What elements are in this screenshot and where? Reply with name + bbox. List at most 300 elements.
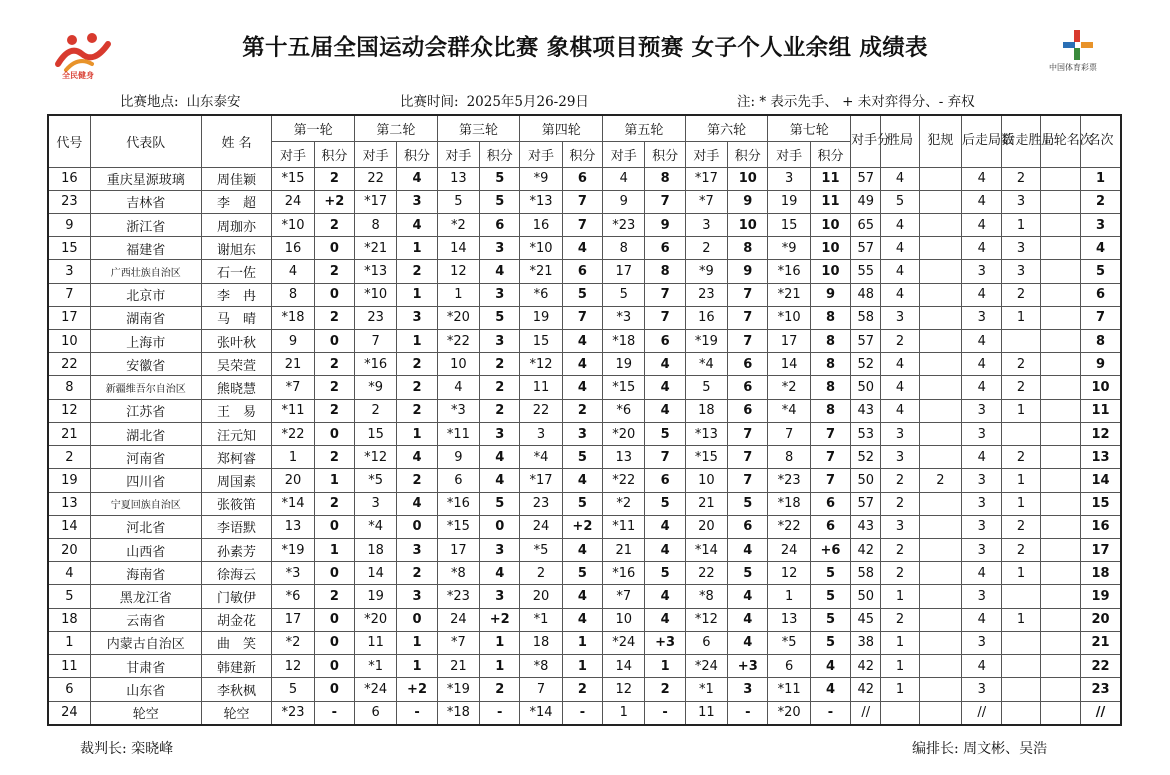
fouls-cell <box>919 446 961 469</box>
opponent-cell: 2 <box>355 399 397 422</box>
second-wins-cell <box>1002 330 1040 353</box>
col-second-count: 后走局数 <box>962 115 1002 167</box>
opp-score-cell: 43 <box>851 515 881 538</box>
points-cell: 2 <box>314 260 354 283</box>
opponent-cell: 13 <box>603 446 645 469</box>
second-wins-cell: 3 <box>1002 237 1040 260</box>
col-opponent: 对手 <box>437 141 479 167</box>
prev-rank-cell <box>1040 330 1080 353</box>
opponent-cell: 13 <box>768 608 810 631</box>
points-cell: 7 <box>810 469 850 492</box>
opponent-cell: *12 <box>685 608 727 631</box>
points-cell: +2 <box>480 608 520 631</box>
points-cell: 4 <box>645 376 685 399</box>
opponent-cell: 22 <box>355 167 397 190</box>
opponent-cell: 24 <box>768 539 810 562</box>
player-code: 12 <box>48 399 90 422</box>
opponent-cell: *11 <box>768 678 810 701</box>
points-cell: 1 <box>397 631 437 654</box>
points-cell: 7 <box>810 446 850 469</box>
second-count-cell: 3 <box>962 678 1002 701</box>
wins-cell: 3 <box>881 446 919 469</box>
points-cell: 0 <box>314 422 354 445</box>
opponent-cell: *3 <box>603 306 645 329</box>
points-cell: 11 <box>810 167 850 190</box>
opponent-cell: *10 <box>272 213 314 236</box>
points-cell: 4 <box>562 608 602 631</box>
wins-cell: 2 <box>881 539 919 562</box>
points-cell: 7 <box>562 213 602 236</box>
opponent-cell: 16 <box>520 213 562 236</box>
second-count-cell: 3 <box>962 585 1002 608</box>
opponent-cell: *14 <box>272 492 314 515</box>
points-cell: 2 <box>397 376 437 399</box>
points-cell: 4 <box>480 562 520 585</box>
opponent-cell: 7 <box>520 678 562 701</box>
wins-cell: 2 <box>881 492 919 515</box>
opponent-cell: 22 <box>685 562 727 585</box>
points-cell: 1 <box>314 469 354 492</box>
second-count-cell: 4 <box>962 376 1002 399</box>
team-cell: 新疆维吾尔自治区 <box>90 376 201 399</box>
points-cell: 5 <box>562 283 602 306</box>
opp-score-cell: 52 <box>851 446 881 469</box>
fouls-cell <box>919 213 961 236</box>
second-count-cell: 4 <box>962 213 1002 236</box>
rank-cell: 7 <box>1081 306 1121 329</box>
points-cell: 3 <box>480 422 520 445</box>
opponent-cell: 24 <box>520 515 562 538</box>
col-round-3: 第三轮 <box>437 115 520 141</box>
second-wins-cell: 2 <box>1002 353 1040 376</box>
opponent-cell: *10 <box>520 237 562 260</box>
opponent-cell: *2 <box>603 492 645 515</box>
points-cell: 3 <box>397 190 437 213</box>
col-second-wins: 后走胜局 <box>1002 115 1040 167</box>
second-count-cell: 3 <box>962 515 1002 538</box>
team-cell: 河北省 <box>90 515 201 538</box>
points-cell: 3 <box>397 539 437 562</box>
points-cell: 1 <box>314 539 354 562</box>
points-cell: 5 <box>480 190 520 213</box>
col-opponent: 对手 <box>685 141 727 167</box>
prev-rank-cell <box>1040 631 1080 654</box>
opponent-cell: *17 <box>685 167 727 190</box>
wins-cell: 4 <box>881 399 919 422</box>
points-cell: 7 <box>645 446 685 469</box>
points-cell: - <box>480 701 520 725</box>
points-cell: 5 <box>810 608 850 631</box>
col-round-2: 第二轮 <box>355 115 438 141</box>
opponent-cell: 23 <box>685 283 727 306</box>
second-count-cell: 4 <box>962 330 1002 353</box>
points-cell: 4 <box>480 260 520 283</box>
opponent-cell: 8 <box>603 237 645 260</box>
points-cell: 2 <box>397 469 437 492</box>
opponent-cell: *7 <box>272 376 314 399</box>
opponent-cell: *22 <box>272 422 314 445</box>
team-cell: 吉林省 <box>90 190 201 213</box>
fouls-cell <box>919 190 961 213</box>
prev-rank-cell <box>1040 585 1080 608</box>
opponent-cell: 19 <box>768 190 810 213</box>
venue-value: 山东泰安 <box>186 94 241 110</box>
points-cell: 8 <box>810 399 850 422</box>
points-cell: 9 <box>728 190 768 213</box>
points-cell: 2 <box>480 399 520 422</box>
col-points: 积分 <box>645 141 685 167</box>
player-code: 14 <box>48 515 90 538</box>
player-name: 马 晴 <box>201 306 272 329</box>
points-cell: 4 <box>645 539 685 562</box>
points-cell: 2 <box>314 399 354 422</box>
fouls-cell: 2 <box>919 469 961 492</box>
opponent-cell: 4 <box>603 167 645 190</box>
opponent-cell: *21 <box>768 283 810 306</box>
table-row <box>48 260 1121 283</box>
player-name: 石一佐 <box>201 260 272 283</box>
prev-rank-cell <box>1040 353 1080 376</box>
second-wins-cell <box>1002 585 1040 608</box>
points-cell: 6 <box>728 353 768 376</box>
points-cell: 0 <box>314 562 354 585</box>
opponent-cell: 10 <box>437 353 479 376</box>
points-cell: 3 <box>728 678 768 701</box>
points-cell: 2 <box>314 213 354 236</box>
table-row <box>48 492 1121 515</box>
wins-cell: 4 <box>881 376 919 399</box>
rank-cell: 2 <box>1081 190 1121 213</box>
second-wins-cell: 1 <box>1002 492 1040 515</box>
opponent-cell: *21 <box>520 260 562 283</box>
points-cell: 7 <box>728 422 768 445</box>
opponent-cell: *6 <box>520 283 562 306</box>
player-name: 张筱笛 <box>201 492 272 515</box>
player-name: 周佳颖 <box>201 167 272 190</box>
points-cell: 2 <box>314 167 354 190</box>
prev-rank-cell <box>1040 213 1080 236</box>
opponent-cell: 4 <box>437 376 479 399</box>
team-cell: 云南省 <box>90 608 201 631</box>
opponent-cell: 2 <box>685 237 727 260</box>
opp-score-cell: 57 <box>851 237 881 260</box>
opponent-cell: 8 <box>355 213 397 236</box>
opponent-cell: 1 <box>603 701 645 725</box>
table-row <box>48 330 1121 353</box>
points-cell: - <box>728 701 768 725</box>
wins-cell: 3 <box>881 306 919 329</box>
opp-score-cell: 57 <box>851 330 881 353</box>
player-name: 周国素 <box>201 469 272 492</box>
team-cell: 安徽省 <box>90 353 201 376</box>
opp-score-cell: 58 <box>851 562 881 585</box>
points-cell: 7 <box>562 306 602 329</box>
points-cell: 3 <box>480 283 520 306</box>
table-row <box>48 562 1121 585</box>
opponent-cell: *2 <box>437 213 479 236</box>
opponent-cell: 9 <box>437 446 479 469</box>
opponent-cell: *16 <box>768 260 810 283</box>
opponent-cell: *18 <box>437 701 479 725</box>
second-count-cell: 4 <box>962 446 1002 469</box>
prev-rank-cell <box>1040 260 1080 283</box>
second-wins-cell: 1 <box>1002 213 1040 236</box>
points-cell: 0 <box>314 678 354 701</box>
opponent-cell: *9 <box>520 167 562 190</box>
team-cell: 轮空 <box>90 701 201 725</box>
points-cell: 4 <box>397 492 437 515</box>
table-row <box>48 539 1121 562</box>
second-count-cell: 4 <box>962 190 1002 213</box>
opponent-cell: *13 <box>355 260 397 283</box>
col-opponent: 对手 <box>768 141 810 167</box>
points-cell: 7 <box>728 469 768 492</box>
second-wins-cell <box>1002 655 1040 678</box>
points-cell: 0 <box>397 515 437 538</box>
points-cell: 1 <box>397 283 437 306</box>
team-cell: 山西省 <box>90 539 201 562</box>
table-row <box>48 469 1121 492</box>
second-count-cell: 4 <box>962 283 1002 306</box>
opponent-cell: *15 <box>603 376 645 399</box>
opponent-cell: *1 <box>685 678 727 701</box>
opponent-cell: *16 <box>437 492 479 515</box>
points-cell: 2 <box>562 399 602 422</box>
second-wins-cell <box>1002 678 1040 701</box>
opp-score-cell: 58 <box>851 306 881 329</box>
sports-lottery-logo <box>1045 28 1109 78</box>
wins-cell: 4 <box>881 283 919 306</box>
wins-cell: 4 <box>881 353 919 376</box>
opponent-cell: *5 <box>355 469 397 492</box>
points-cell: 8 <box>728 237 768 260</box>
team-cell: 浙江省 <box>90 213 201 236</box>
col-opp-score: 对手分 <box>851 115 881 167</box>
rank-cell: 1 <box>1081 167 1121 190</box>
opponent-cell: *21 <box>355 237 397 260</box>
opponent-cell: *22 <box>603 469 645 492</box>
team-cell: 山东省 <box>90 678 201 701</box>
fouls-cell <box>919 701 961 725</box>
points-cell: 4 <box>645 399 685 422</box>
player-name: 谢旭东 <box>201 237 272 260</box>
second-wins-cell: 2 <box>1002 283 1040 306</box>
rank-cell: 13 <box>1081 446 1121 469</box>
prev-rank-cell <box>1040 515 1080 538</box>
col-rank: 名次 <box>1081 115 1121 167</box>
points-cell: 5 <box>728 562 768 585</box>
second-wins-cell <box>1002 701 1040 725</box>
opponent-cell: 2 <box>520 562 562 585</box>
points-cell: 5 <box>562 446 602 469</box>
table-row <box>48 376 1121 399</box>
rank-cell: 23 <box>1081 678 1121 701</box>
player-name: 张叶秋 <box>201 330 272 353</box>
opponent-cell: *17 <box>520 469 562 492</box>
points-cell: 7 <box>645 190 685 213</box>
opponent-cell: *15 <box>685 446 727 469</box>
player-name: 门敏伊 <box>201 585 272 608</box>
points-cell: 8 <box>810 353 850 376</box>
opponent-cell: *15 <box>437 515 479 538</box>
points-cell: 8 <box>810 376 850 399</box>
rank-cell: 11 <box>1081 399 1121 422</box>
opponent-cell: 4 <box>272 260 314 283</box>
points-cell: 3 <box>480 330 520 353</box>
points-cell: 4 <box>728 608 768 631</box>
prev-rank-cell <box>1040 376 1080 399</box>
opponent-cell: 9 <box>272 330 314 353</box>
team-cell: 江苏省 <box>90 399 201 422</box>
sports-lottery-logo-text: 中国体育彩票 <box>1049 63 1097 72</box>
fouls-cell <box>919 631 961 654</box>
team-cell: 广西壮族自治区 <box>90 260 201 283</box>
wins-cell: 4 <box>881 167 919 190</box>
opponent-cell: *2 <box>272 631 314 654</box>
opponent-cell: 6 <box>685 631 727 654</box>
fouls-cell <box>919 539 961 562</box>
points-cell: 1 <box>480 631 520 654</box>
points-cell: 4 <box>397 213 437 236</box>
points-cell: 5 <box>562 492 602 515</box>
player-code: 6 <box>48 678 90 701</box>
opponent-cell: *4 <box>520 446 562 469</box>
table-row <box>48 515 1121 538</box>
player-code: 2 <box>48 446 90 469</box>
opp-score-cell: 57 <box>851 167 881 190</box>
player-code: 21 <box>48 422 90 445</box>
table-row <box>48 283 1121 306</box>
opponent-cell: *23 <box>272 701 314 725</box>
player-code: 5 <box>48 585 90 608</box>
points-cell: 0 <box>314 515 354 538</box>
fouls-cell <box>919 492 961 515</box>
opponent-cell: 15 <box>355 422 397 445</box>
rank-cell: 12 <box>1081 422 1121 445</box>
opponent-cell: *4 <box>355 515 397 538</box>
points-cell: 2 <box>314 353 354 376</box>
legend-note: 注: * 表示先手、 + 未对弈得分、- 弃权 <box>737 94 975 110</box>
page-title: 第十五届全国运动会群众比赛 象棋项目预赛 女子个人业余组 成绩表 <box>242 35 928 61</box>
second-wins-cell: 1 <box>1002 306 1040 329</box>
col-round-5: 第五轮 <box>603 115 686 141</box>
second-count-cell: 3 <box>962 469 1002 492</box>
second-count-cell: 4 <box>962 562 1002 585</box>
col-opponent: 对手 <box>520 141 562 167</box>
col-points: 积分 <box>397 141 437 167</box>
points-cell: 0 <box>314 237 354 260</box>
fitness-logo-text: 全民健身 <box>62 71 94 80</box>
opp-score-cell: 42 <box>851 655 881 678</box>
points-cell: - <box>645 701 685 725</box>
points-cell: +6 <box>810 539 850 562</box>
second-count-cell: 3 <box>962 422 1002 445</box>
opponent-cell: *18 <box>603 330 645 353</box>
opponent-cell: 18 <box>355 539 397 562</box>
second-count-cell: 3 <box>962 539 1002 562</box>
opponent-cell: *22 <box>437 330 479 353</box>
rank-cell: 14 <box>1081 469 1121 492</box>
table-row <box>48 678 1121 701</box>
rank-cell: 6 <box>1081 283 1121 306</box>
second-wins-cell: 2 <box>1002 446 1040 469</box>
points-cell: 2 <box>397 260 437 283</box>
opponent-cell: 17 <box>272 608 314 631</box>
prev-rank-cell <box>1040 306 1080 329</box>
col-opponent: 对手 <box>272 141 314 167</box>
opponent-cell: 19 <box>520 306 562 329</box>
opp-score-cell: 50 <box>851 376 881 399</box>
opponent-cell: 19 <box>355 585 397 608</box>
col-round-6: 第六轮 <box>685 115 768 141</box>
opponent-cell: *12 <box>355 446 397 469</box>
opponent-cell: 3 <box>768 167 810 190</box>
table-row <box>48 585 1121 608</box>
opp-score-cell: 52 <box>851 353 881 376</box>
wins-cell: 2 <box>881 562 919 585</box>
points-cell: 2 <box>314 376 354 399</box>
opponent-cell: 5 <box>437 190 479 213</box>
player-code: 19 <box>48 469 90 492</box>
opponent-cell: 24 <box>437 608 479 631</box>
points-cell: 3 <box>480 237 520 260</box>
col-round-7: 第七轮 <box>768 115 851 141</box>
points-cell: 9 <box>810 283 850 306</box>
fouls-cell <box>919 422 961 445</box>
points-cell: 5 <box>480 306 520 329</box>
player-code: 17 <box>48 306 90 329</box>
points-cell: 5 <box>810 585 850 608</box>
wins-cell <box>881 701 919 725</box>
opponent-cell: *11 <box>272 399 314 422</box>
points-cell: 3 <box>480 539 520 562</box>
col-round-1: 第一轮 <box>272 115 355 141</box>
player-code: 15 <box>48 237 90 260</box>
opponent-cell: 1 <box>768 585 810 608</box>
points-cell: - <box>562 701 602 725</box>
col-points: 积分 <box>480 141 520 167</box>
rank-cell: 9 <box>1081 353 1121 376</box>
points-cell: 6 <box>810 492 850 515</box>
fouls-cell <box>919 678 961 701</box>
opponent-cell: *16 <box>355 353 397 376</box>
points-cell: 7 <box>728 306 768 329</box>
opp-score-cell: 53 <box>851 422 881 445</box>
team-cell: 宁夏回族自治区 <box>90 492 201 515</box>
opponent-cell: *23 <box>603 213 645 236</box>
points-cell: 1 <box>397 237 437 260</box>
opponent-cell: 9 <box>603 190 645 213</box>
fouls-cell <box>919 562 961 585</box>
opponent-cell: *11 <box>437 422 479 445</box>
opponent-cell: *13 <box>520 190 562 213</box>
wins-cell: 1 <box>881 678 919 701</box>
points-cell: 6 <box>562 260 602 283</box>
fouls-cell <box>919 330 961 353</box>
opponent-cell: 15 <box>768 213 810 236</box>
opponent-cell: *20 <box>355 608 397 631</box>
opponent-cell: *20 <box>437 306 479 329</box>
prev-rank-cell <box>1040 701 1080 725</box>
opponent-cell: 13 <box>272 515 314 538</box>
prev-rank-cell <box>1040 422 1080 445</box>
opponent-cell: 16 <box>272 237 314 260</box>
prev-rank-cell <box>1040 167 1080 190</box>
opponent-cell: *15 <box>272 167 314 190</box>
opponent-cell: *24 <box>685 655 727 678</box>
opponent-cell: 12 <box>437 260 479 283</box>
opp-score-cell: 55 <box>851 260 881 283</box>
